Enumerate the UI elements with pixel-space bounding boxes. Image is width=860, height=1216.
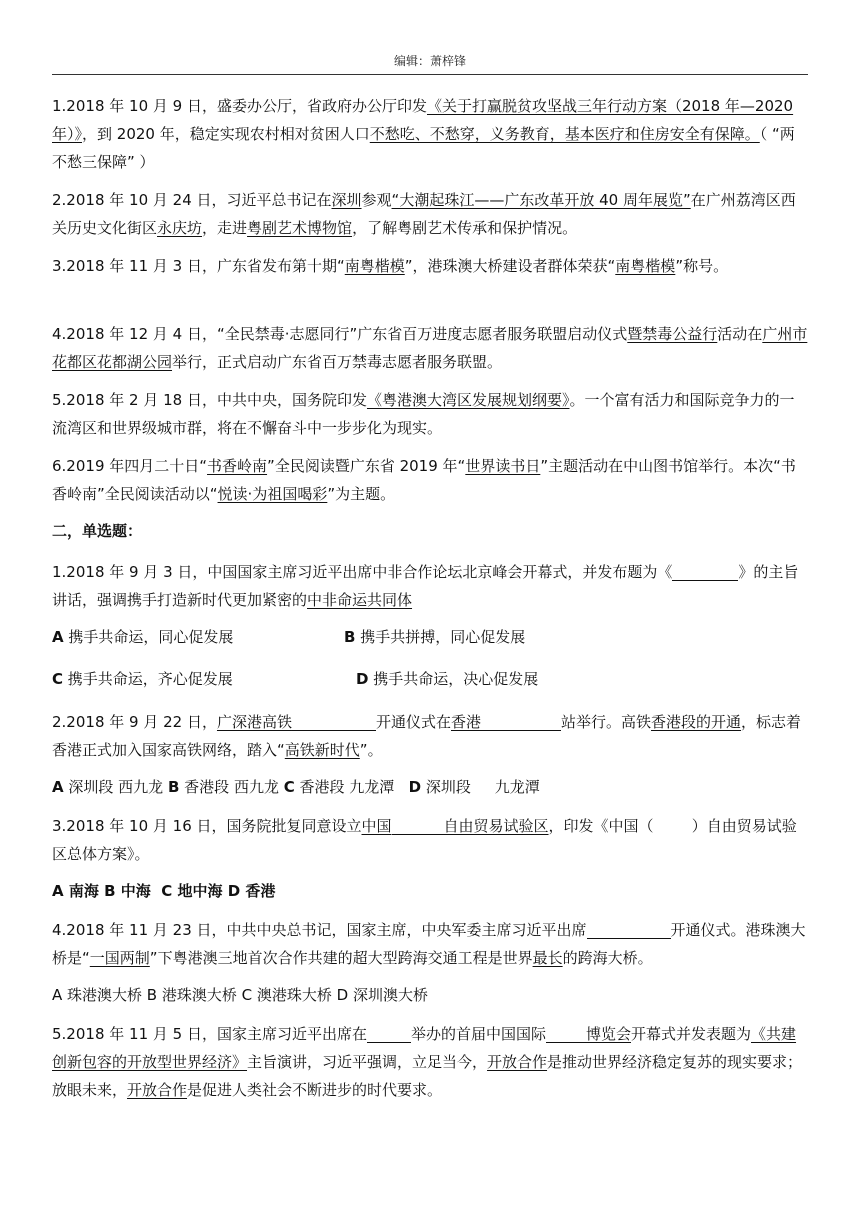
q2-options xyxy=(52,774,808,800)
underlined-text: 粤剧艺术博物馆 xyxy=(247,219,353,237)
fill-item-5 xyxy=(52,386,808,442)
fill-item-2 xyxy=(52,186,808,242)
text: 5.2018 年 11 月 5 日，国家主席习近平出席在 xyxy=(52,1025,367,1043)
option-letter: D xyxy=(356,670,369,688)
text: 举行，正式启动广东省百万禁毒志愿者服务联盟。 xyxy=(172,353,503,371)
text: 5.2018 年 2 月 18 日，中共中央，国务院印发 xyxy=(52,391,367,409)
text: 4.2018 年 12 月 4 日，“全民禁毒·志愿同行”广东省百万进度志愿者服务联盟启动仪式 xyxy=(52,325,628,343)
text: ，印发《中国（ ）自由贸易试验区总体方案》。 xyxy=(52,817,797,863)
text: 活动在 xyxy=(717,325,763,343)
text: ，了解粤剧艺术传承和保护情况。 xyxy=(352,219,578,237)
text: ，到 2020 年，稳定实现农村相对贫困人口 xyxy=(82,125,370,143)
option-text: 携手共命运，决心促发展 xyxy=(373,670,539,688)
text: 。一个富有活力和国际竞争力的一流湾区和世界级城市群，将在不懈奋斗中一步步化为现实。 xyxy=(52,391,795,437)
option-letter: B xyxy=(104,882,116,900)
underlined-text: 南粤楷模 xyxy=(615,257,676,275)
option-text: 深圳段 九龙潭 xyxy=(425,778,540,796)
text: 是促进人类社会不断进步的时代要求。 xyxy=(187,1081,443,1099)
underlined-text: 开放合作 xyxy=(127,1081,188,1099)
underlined-text: 书香岭南 xyxy=(207,457,268,475)
text: 的跨海大桥。 xyxy=(562,949,653,967)
question-4 xyxy=(52,916,808,972)
option-letter: B xyxy=(167,778,180,796)
text: ”下粤港澳三地首次合作共建的超大型跨海交通工程是世界 xyxy=(149,949,533,967)
option-b xyxy=(344,624,525,650)
text: ”。 xyxy=(359,741,383,759)
text: （ “两不愁三保障” ） xyxy=(52,125,795,171)
text: ，走进 xyxy=(202,219,248,237)
underlined-text: 自由贸易试验区 xyxy=(443,817,549,835)
answer-blank xyxy=(392,816,444,835)
underlined-text: 深圳 xyxy=(331,191,362,209)
option-letter: C xyxy=(52,670,64,688)
text: 开通仪式。港珠澳大桥是“ xyxy=(52,921,806,967)
question-2 xyxy=(52,708,808,764)
text: 2.2018 年 10 月 24 日，习近平总书记在 xyxy=(52,191,332,209)
underlined-text: 高铁新时代 xyxy=(284,741,360,759)
answer-blank xyxy=(672,562,738,581)
underlined-text: 永庆坊 xyxy=(157,219,203,237)
underlined-text: 广州市花都区花都湖公园 xyxy=(52,325,808,371)
q3-options xyxy=(52,878,808,904)
underlined-text: 最长 xyxy=(532,949,563,967)
text: 站举行。高铁 xyxy=(561,713,652,731)
text: 在广州荔湾区西关历史文化街区 xyxy=(52,191,796,237)
text: 主旨演讲，习近平强调，立足当今， xyxy=(247,1053,488,1071)
underlined-text: 《粤港澳大湾区发展规划纲要》 xyxy=(366,391,570,409)
underlined-text: 世界读书日 xyxy=(465,457,541,475)
text: 3.2018 年 11 月 3 日，广东省发布第十期“ xyxy=(52,257,345,275)
underlined-text: 《关于打赢脱贫攻坚战三年行动方案（2018 年—2020 年）》 xyxy=(52,97,794,143)
text: 2.2018 年 9 月 22 日， xyxy=(52,713,217,731)
underlined-text: 中国 xyxy=(361,817,392,835)
text: 1.2018 年 9 月 3 日，中国国家主席习近平出席中非合作论坛北京峰会开幕式，并发布题为《 xyxy=(52,563,673,581)
text: 开幕式并发表题为 xyxy=(631,1025,752,1043)
option-letter: C xyxy=(161,882,173,900)
option-text: 携手共命运，齐心促发展 xyxy=(67,670,233,688)
answer-blank xyxy=(546,1024,586,1043)
question-3 xyxy=(52,812,808,868)
fill-item-1 xyxy=(52,92,808,176)
fill-item-3 xyxy=(52,252,808,280)
text: ”，港珠澳大桥建设者群体荣获“ xyxy=(404,257,616,275)
underlined-text: 博览会 xyxy=(585,1025,631,1043)
text: ”称号。 xyxy=(675,257,729,275)
underlined-text: 暨禁毒公益行 xyxy=(627,325,718,343)
option-letter: A xyxy=(52,882,64,900)
question-5 xyxy=(52,1020,808,1104)
header-divider xyxy=(52,74,808,75)
underlined-text: 《共建创新包容的开放型世界经济》 xyxy=(52,1025,797,1071)
text: ，标志着香港正式加入国家高铁网络，踏入“ xyxy=(52,713,802,759)
underlined-text: 开放合作 xyxy=(487,1053,548,1071)
q1-options-row-1 xyxy=(52,624,808,650)
text: 是推动世界经济稳定复苏的现实要求；放眼未来， xyxy=(52,1053,803,1099)
underlined-text: 香港段的开通 xyxy=(651,713,742,731)
underlined-text: 一国两制 xyxy=(89,949,150,967)
option-text: 携手共拼搏，同心促发展 xyxy=(360,628,526,646)
q4-options: A 珠港澳大桥 B 港珠澳大桥 C 澳港珠大桥 D 深圳澳大桥 xyxy=(52,986,428,1004)
answer-blank xyxy=(587,920,671,939)
text: ”全民阅读暨广东省 2019 年“ xyxy=(267,457,466,475)
answer-blank xyxy=(481,712,561,731)
answer-blank xyxy=(292,712,376,731)
fill-item-6 xyxy=(52,452,808,508)
underlined-text: 广深港高铁 xyxy=(216,713,292,731)
option-letter: B xyxy=(344,628,356,646)
section-title: 二，单选题： xyxy=(52,522,143,540)
text: ”主题活动在中山图书馆举行。本次“书香岭南”全民阅读活动以“ xyxy=(52,457,796,503)
option-letter: D xyxy=(227,882,241,900)
option-text: 深圳段 西九龙 xyxy=(68,778,164,796)
text: 开通仪式在 xyxy=(375,713,451,731)
text: 3.2018 年 10 月 16 日，国务院批复同意设立 xyxy=(52,817,362,835)
q1-options-row-2 xyxy=(52,666,808,692)
option-text: 携手共命运，同心促发展 xyxy=(68,628,234,646)
page-header: 编辑：萧梓锋 xyxy=(393,54,466,68)
underlined-text: 南粤楷模 xyxy=(344,257,405,275)
underlined-text: 不愁吃、不愁穿，义务教育，基本医疗和住房安全有保障。 xyxy=(369,125,760,143)
underlined-text: 香港 xyxy=(451,713,482,731)
option-text: 中海 xyxy=(120,882,151,900)
fill-item-4 xyxy=(52,320,808,376)
option-letter: D xyxy=(408,778,422,796)
option-text: 香港段 西九龙 xyxy=(184,778,279,796)
underlined-text: 悦读·为祖国喝彩 xyxy=(217,485,328,503)
option-letter: C xyxy=(283,778,295,796)
text: 4.2018 年 11 月 23 日，中共中央总书记，国家主席，中央军委主席习近平出席 xyxy=(52,921,587,939)
option-c xyxy=(52,670,233,688)
text: 》的主旨讲话，强调携手打造新时代更加紧密的 xyxy=(52,563,799,609)
text: 参观 xyxy=(361,191,392,209)
text: ”为主题。 xyxy=(327,485,396,503)
option-text: 香港 xyxy=(245,882,276,900)
document-body xyxy=(52,92,808,1114)
option-d xyxy=(356,666,538,692)
option-letter: A xyxy=(52,778,64,796)
option-text: 香港段 九龙潭 xyxy=(299,778,395,796)
underlined-text: 中非命运共同体 xyxy=(307,591,413,609)
underlined-text: “大潮起珠江——广东改革开放 40 周年展览” xyxy=(391,191,691,209)
option-a xyxy=(52,628,233,646)
text: 6.2019 年四月二十日“ xyxy=(52,457,208,475)
text: 1.2018 年 10 月 9 日，盛委办公厅，省政府办公厅印发 xyxy=(52,97,427,115)
question-1 xyxy=(52,558,808,614)
option-text: 地中海 xyxy=(177,882,223,900)
option-letter: A xyxy=(52,628,64,646)
answer-blank xyxy=(367,1024,411,1043)
text: 举办的首届中国国际 xyxy=(410,1025,546,1043)
option-text: 南海 xyxy=(68,882,99,900)
